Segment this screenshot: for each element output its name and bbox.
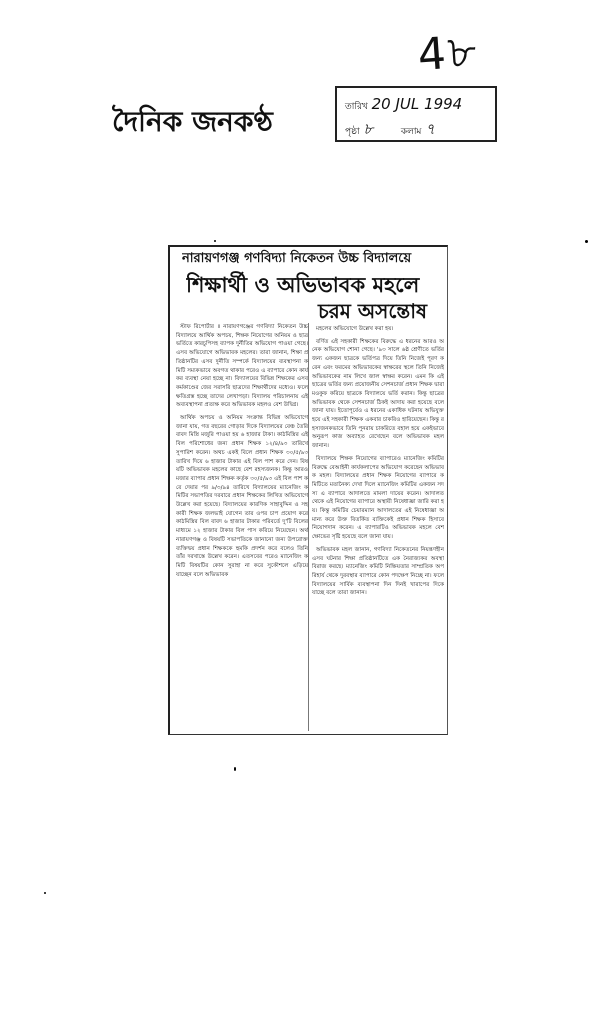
newspaper-masthead: দৈনিক জনকণ্ঠ [112, 105, 273, 138]
column-divider [308, 323, 309, 731]
date-stamp [335, 86, 497, 142]
article-paragraph: বিদ্যালয়ে শিক্ষক নিয়োগের ব্যাপারেও ম্যানেজিং কমিটির বিরুদ্ধে বেআইনী কার্যকলাপের অভিযোগ করেছেন অভিভাবক মহল। বিদ্যালয়ের প্রধান শিক্ষক নিয়োগের ব্যাপারে কমিটিতে মতানৈক্য দেখা দিলে ম্যানেজিং কমিটির একজন সদস্য এ ব্যাপারে আদালতে মামলা দায়ের করেন। আদালত থেকে এই নিয়োগের ব্যাপারে অস্থায়ী নিষেধাজ্ঞা জারি করা হয়। কিন্তু কমিটির চেয়ারম্যান আদালতের এই নিষেধাজ্ঞা অমান্য করে উক্ত বিতর্কিত ব্যক্তিকেই প্রধান শিক্ষক হিসাবে নিয়োগদান করেন। এ ব্যাপারটিও অভিভাবক মহলে বেশ ক্ষোভের সৃষ্টি হয়েছে বলে জানা যায়। [312, 455, 444, 541]
stamp-page-row [345, 118, 435, 143]
stamp-page-value: ৮ [363, 120, 374, 138]
article-headline-second-line: চরম অসন্তোষ [318, 299, 428, 323]
article-right-column [312, 325, 444, 731]
scan-speck [585, 240, 588, 243]
news-clipping [168, 245, 448, 735]
article-paragraph: স্টাফ রিপোর্টার ॥ নারায়ণগঞ্জের গণবিদ্যা নিকেতন উচ্চ বিদ্যালয়ে আর্থিক অপচয়, শিক্ষক নিয়োগের অনিয়ম ও ছাত্র ভর্তিতে কারচুপিসহ ব্যাপক দুর্নীতির অভিযোগ পাওয়া গেছে। এসব অভিযোগে অভিভাবক মহলের। তারা জানান, শিক্ষা প্রতিষ্ঠানটির এসব দুর্নীতি সম্পর্কে বিদ্যালয়ের ব্যবস্থাপনা কমিটি সম্যকভাবে অবগত থাকার পরেও এ ব্যাপারে কোন কার্যকর ব্যবস্থা নেয়া হচ্ছে না। বিদ্যালয়ের বিভিন্ন শিক্ষকের এসব কর্মকাণ্ডের জের সরাসরি ছাত্রদের শিক্ষার্থীদের মধ্যেও। ফলে ক্ষতিগ্রস্ত হচ্ছে তাদের লেখাপড়া। বিদ্যালয় পরিচালনায় এই অব্যবস্থাপনা প্রত্যক্ষ করে অভিভাবক মহলও বেশ উদ্বিগ্ন। [176, 324, 308, 409]
scan-speck [44, 892, 46, 894]
stamp-page-label: পৃষ্ঠা [345, 127, 360, 137]
article-left-column [176, 323, 308, 731]
article-paragraph: বর্ণিত এই সহকারী শিক্ষকের বিরুদ্ধে এ ধরনের আরও অনেক অভিযোগ শোনা গেছে। '৯৩ সালে ৬ষ্ঠ শ্রেণীতে ভর্তির জন্য একজন ছাত্রকে ভর্তিপত্র দিয়ে তিনি নিজেই পূরণ করেন এবং ফরমের অভিভাবকের স্বাক্ষরের স্থলে তিনি নিজেই অভিভাবকের নাম লিখে জাল স্বাক্ষর করেন। এমন কি এই ছাত্রের ভর্তির জন্য প্রয়োজনীয় সেশনচার্জ প্রধান শিক্ষক দ্বারা মওকুফ করিয়ে ছাত্রকে বিদ্যালয়ে ভর্তি করান। কিন্তু ছাত্রের অভিভাবক থেকে সেশনচার্জ ঠিকই আদায় করা হয়েছে বলে জানা যায়। ইতোপূর্বেও এ ধরনের একাধিক ঘটনায় অভিযুক্ত হয়ে এই সহকারী শিক্ষক একবার চাকরিও হারিয়েছেন। কিন্তু রহস্যজনকভাবে তিনি পুনরায় চাকরিতে বহাল হয়ে একইভাবে অনুরূপ কাজ অব্যাহত রেখেছেন বলে অভিভাবক মহল জানান। [312, 338, 444, 450]
article-paragraph: মহলের অভিযোগে উল্লেখ করা হয়। [316, 326, 394, 332]
article-paragraph: আর্থিক অপচয় ও অনিয়ম সংক্রান্ত বিভিন্ন অভিযোগে জানা যায়, গত বছরের গোড়ার দিকে বিদ্যালয়ের বেঞ্চ তৈরি বাবদ মিস্ত্রি মজুরি পাওয়া হয় ৬ হাজার টাকা। কাঠমিস্ত্রির এই বিল পরিশোধের জন্য প্রধান শিক্ষক ১২/৪/৯৩ তারিখে সুপারিশ করেন। অথচ একই বিলে প্রধান শিক্ষক ৩০/৫/৯৩ তারিখ দিয়ে ৬ হাজার টাকার এই বিল পাশ করে দেন। বিষয়টি অভিভাবক মহলের কাছে বেশ রহস্যজনক। কিন্তু আরও মজার ব্যাপার প্রধান শিক্ষক কর্তৃক ৩০/৫/৯৩ এই বিল পাশ করে দেয়ার পর ৯/৩/৯৪ তারিখে বিদ্যালয়ের ম্যানেজিং কমিটির সভাপতির দরবারে প্রধান শিক্ষকের লিখিত অভিযোগে উল্লেখ করা হয়েছে। বিদ্যালয়ের কারণিক সাহাবুদ্দিন ও সহকারী শিক্ষক জলভাই যোগেন তার ওপর চাপ প্রয়োগ করে কাঠমিস্ত্রির বিল বাবদ ৬ হাজার টাকার পরিবর্তে দু'টি বিলের মাধ্যমে ১২ হাজার টাকার বিল পাস করিয়ে নিয়েছেন। অর্থ নারায়ণগঞ্জ ও বিষয়টি সভাপতিকে জানানো জন্য উপরোক্ত ব্যক্তিদ্বয় প্রধান শিক্ষককে হুমকি প্রদর্শন করে বলেও তিনি তাঁর দরখাস্তে উল্লেখ করেন। এতসবের পরেও ম্যানেজিং কমিটি বিষয়টির কোন সুরাহা না করে সুকৌশলে এড়িয়ে যাচ্ছেন বলে অভিভাবক [176, 415, 308, 578]
stamp-column-label: কলাম [400, 127, 422, 137]
scan-speck [234, 767, 236, 771]
stamp-date-label: তারিখ [345, 102, 368, 112]
scan-speck [214, 240, 216, 242]
article-kicker: নারায়ণগঞ্জ গণবিদ্যা নিকেতন উচ্চ বিদ্যালয়ে [182, 251, 412, 266]
stamp-date-row [345, 95, 462, 114]
article-paragraph: অভিভাবক মহল জানান, গণবিদ্যা নিকেতনের নিয়ন্ত্রণহীন এসব ঘটনার শিক্ষা প্রতিষ্ঠানটিতে এক নৈরাজ্যকর অবস্থা বিরাজ করছে। ম্যানেজিং কমিটি নিষ্ক্রিয়তার সাম্প্রতিক অপরিহার্য থেকে দুরবস্থার ব্যাপারে কোন পদক্ষেপ নিচ্ছে না। ফলে বিদ্যালয়ের সার্বিক ব্যবস্থাপনা দিন দিনই খারাপের দিকে যাচ্ছে বলে তারা জানান। [312, 546, 444, 597]
stamp-date-value: 20 JUL 1994 [371, 95, 463, 113]
page-number: 4৮ [416, 25, 481, 82]
article-headline: শিক্ষার্থী ও অভিভাবক মহলে [186, 273, 420, 297]
stamp-column-value: ৭ [425, 120, 436, 138]
